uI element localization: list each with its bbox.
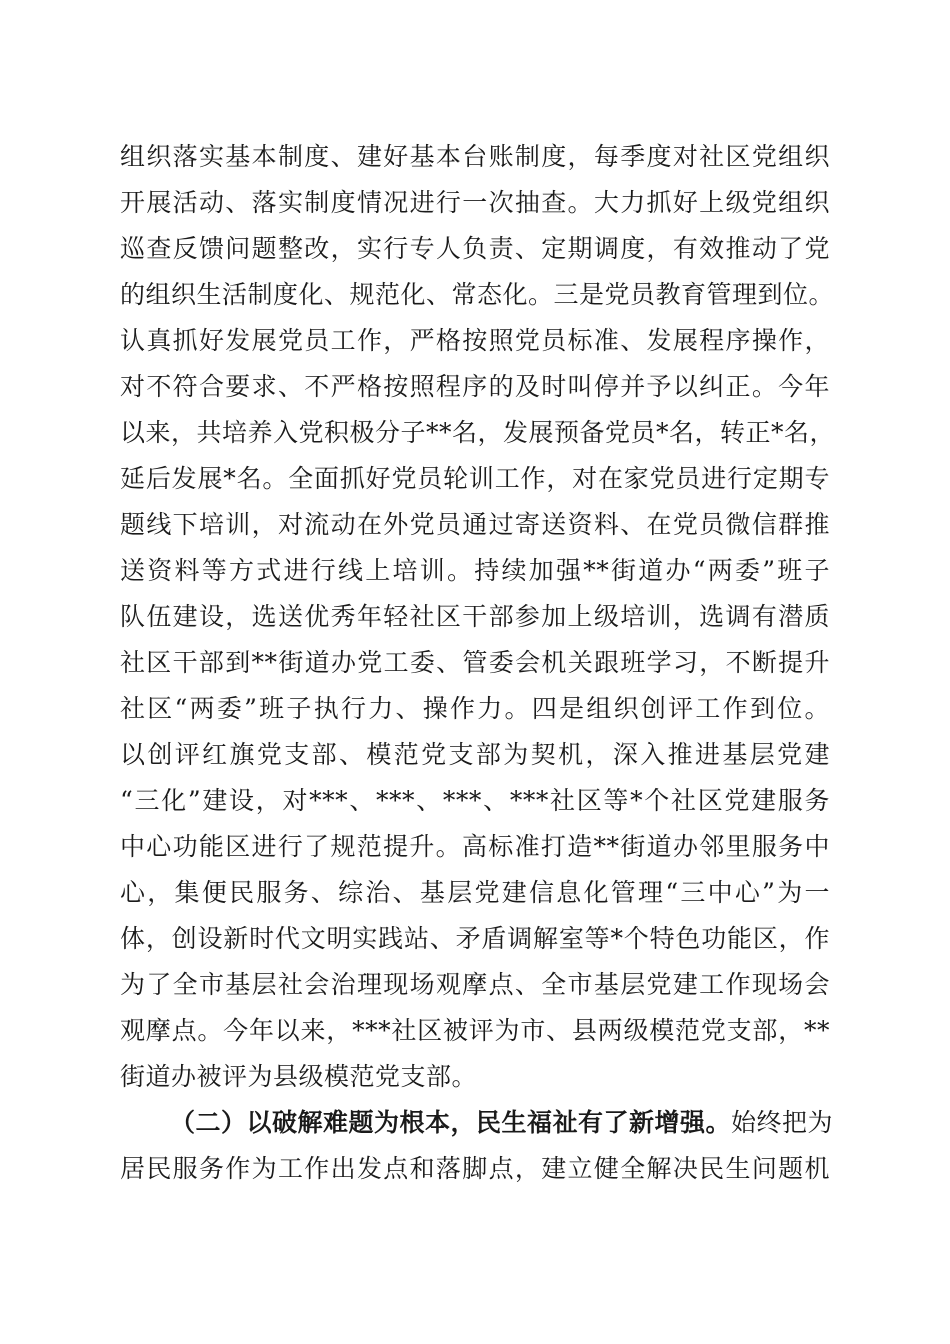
section-2-heading: （二）以破解难题为根本，民生福祉有了新增强。 [170,1108,732,1137]
body-line-10: 送资料等方式进行线上培训。持续加强**街道办“两委”班子 [120,556,830,585]
body-line-3: 巡查反馈问题整改，实行专人负责、定期调度，有效推动了党 [120,234,830,263]
section-2-first-line [170,1101,834,1145]
body-line-19: 为了全市基层社会治理现场观摩点、全市基层党建工作现场会 [120,970,830,999]
section-2-line-2: 居民服务作为工作出发点和落脚点，建立健全解决民生问题机 [120,1154,830,1183]
body-line-17: 心，集便民服务、综治、基层党建信息化管理“三中心”为一 [120,878,830,907]
body-line-18: 体，创设新时代文明实践站、矛盾调解室等*个特色功能区，作 [120,924,830,953]
body-line-5: 认真抓好发展党员工作，严格按照党员标准、发展程序操作， [120,326,830,355]
body-line-21: 街道办被评为县级模范党支部。 [120,1062,478,1091]
body-line-9: 题线下培训，对流动在外党员通过寄送资料、在党员微信群推 [120,510,830,539]
body-line-8: 延后发展*名。全面抓好党员轮训工作，对在家党员进行定期专 [120,464,830,493]
body-line-16: 中心功能区进行了规范提升。高标准打造**街道办邻里服务中 [120,832,830,861]
body-line-13: 社区“两委”班子执行力、操作力。四是组织创评工作到位。 [120,694,830,723]
section-2-lead-text: 始终把为 [731,1108,834,1137]
body-line-1: 组织落实基本制度、建好基本台账制度，每季度对社区党组织 [120,142,830,171]
body-line-4: 的组织生活制度化、规范化、常态化。三是党员教育管理到位。 [120,280,835,309]
body-line-7: 以来，共培养入党积极分子**名，发展预备党员*名，转正*名， [120,418,836,447]
body-line-15: “三化”建设，对***、***、***、***社区等*个社区党建服务 [120,786,830,815]
body-line-2: 开展活动、落实制度情况进行一次抽查。大力抓好上级党组织 [120,188,830,217]
body-line-12: 社区干部到**街道办党工委、管委会机关跟班学习，不断提升 [120,648,830,677]
body-line-6: 对不符合要求、不严格按照程序的及时叫停并予以纠正。今年 [120,372,830,401]
body-line-11: 队伍建设，选送优秀年轻社区干部参加上级培训，选调有潜质 [120,602,830,631]
body-line-14: 以创评红旗党支部、模范党支部为契机，深入推进基层党建 [120,740,830,769]
body-line-20: 观摩点。今年以来，***社区被评为市、县两级模范党支部，** [120,1016,830,1045]
